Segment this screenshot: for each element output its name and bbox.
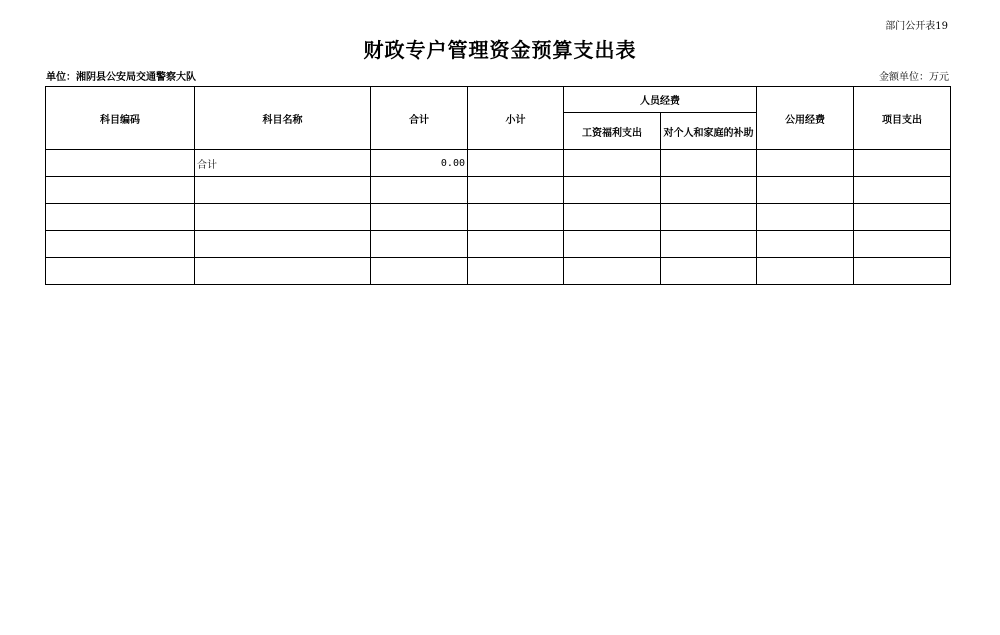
table-row [46,177,951,204]
cell-salary [564,150,661,177]
cell-code [46,177,195,204]
cell-name: 合计 [195,150,371,177]
cell-total [371,177,468,204]
cell-code [46,204,195,231]
cell-total [371,204,468,231]
amount-unit-label: 金额单位：万元 [879,72,949,83]
table-row [46,150,951,177]
page-title: 财政专户管理资金预算支出表 [363,38,637,62]
header-total: 合计 [371,87,468,150]
table-body [46,150,951,285]
cell-subtotal [468,177,564,204]
header-individual-subsidy: 对个人和家庭的补助 [661,113,757,150]
cell-subsidy [661,231,757,258]
table-row [46,231,951,258]
form-number: 部门公开表19 [885,21,948,32]
cell-total: 0.00 [371,150,468,177]
cell-salary [564,258,661,285]
cell-subsidy [661,150,757,177]
cell-public [757,177,854,204]
header-subject-name: 科目名称 [195,87,371,150]
cell-project [854,204,951,231]
cell-subsidy [661,258,757,285]
table-header [46,87,951,150]
cell-project [854,258,951,285]
cell-code [46,231,195,258]
cell-public [757,204,854,231]
cell-project [854,177,951,204]
unit-label: 单位：湘阴县公安局交通警察大队 [46,72,196,83]
cell-name [195,231,371,258]
cell-salary [564,231,661,258]
cell-public [757,258,854,285]
cell-salary [564,177,661,204]
header-public-expense: 公用经费 [757,87,854,150]
table-row [46,204,951,231]
cell-project [854,231,951,258]
cell-code [46,258,195,285]
table-row [46,258,951,285]
cell-subsidy [661,204,757,231]
cell-subtotal [468,150,564,177]
cell-code [46,150,195,177]
header-subtotal: 小计 [468,87,564,150]
cell-subsidy [661,177,757,204]
header-personnel-group: 人员经费 [564,87,757,113]
cell-public [757,231,854,258]
cell-name [195,177,371,204]
header-salary-welfare: 工资福利支出 [564,113,661,150]
cell-subtotal [468,231,564,258]
cell-salary [564,204,661,231]
cell-public [757,150,854,177]
cell-total [371,258,468,285]
header-project-expense: 项目支出 [854,87,951,150]
cell-subtotal [468,258,564,285]
header-subject-code: 科目编码 [46,87,195,150]
cell-name [195,204,371,231]
cell-project [854,150,951,177]
cell-name [195,258,371,285]
cell-total [371,231,468,258]
cell-subtotal [468,204,564,231]
budget-table [45,86,951,285]
